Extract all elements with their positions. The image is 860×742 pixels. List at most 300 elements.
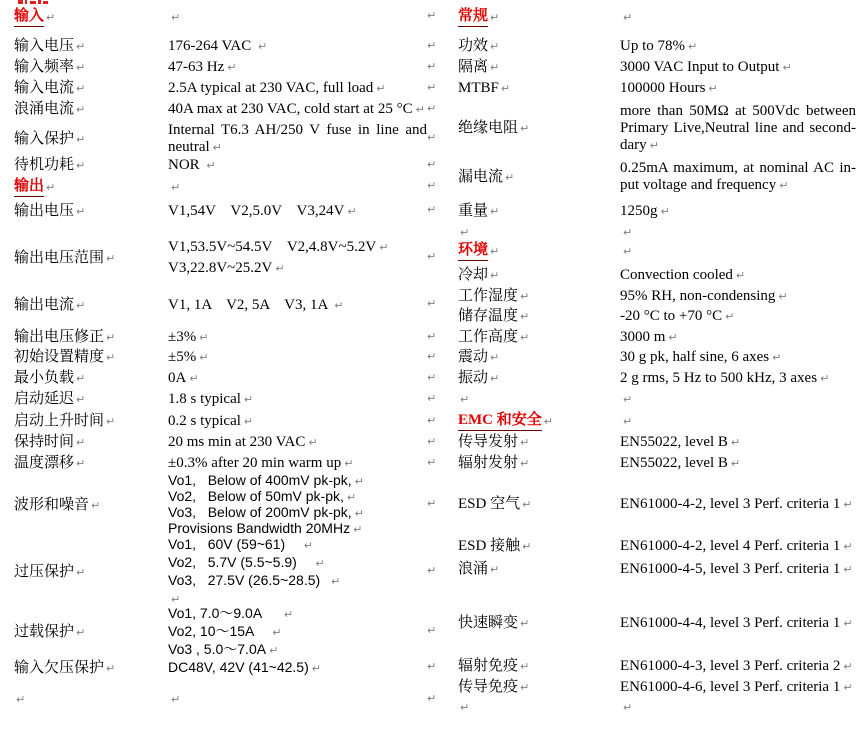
paragraph-mark-icon: ↵ (427, 157, 437, 171)
paragraph-mark-icon: ↵ (257, 40, 268, 53)
row-value-cell (168, 5, 427, 29)
paragraph-mark-icon: ↵ (427, 59, 437, 73)
paragraph-mark-icon: ↵ (623, 414, 633, 428)
paragraph-mark-icon: ↵ (189, 372, 199, 385)
row-label-cell (14, 327, 168, 348)
spec-value: V1,53.5V~54.5V V2,4.8V~5.2V (168, 239, 377, 255)
row-value-cell (168, 606, 427, 658)
paragraph-mark-icon: ↵ (843, 660, 853, 673)
row-label-cell (458, 265, 620, 286)
spec-label: 工作高度 (458, 329, 519, 345)
paragraph-mark-icon: ↵ (427, 38, 437, 52)
paragraph-mark-icon: ↵ (490, 10, 500, 24)
spec-label: 温度漂移 (14, 455, 75, 471)
spec-row (458, 677, 856, 698)
row-label-cell (458, 559, 620, 580)
row-value-cell (620, 656, 856, 677)
paragraph-mark-icon: ↵ (460, 393, 470, 406)
spec-label: 传导免疫 (458, 679, 519, 695)
paragraph-mark-icon: ↵ (303, 539, 313, 552)
row-value-cell (620, 453, 856, 474)
row-label-cell (458, 536, 620, 557)
spec-row (458, 656, 856, 677)
row-value-cell (168, 389, 427, 410)
row-value-cell (620, 432, 856, 453)
row-value-cell (620, 101, 856, 156)
spec-value: V1, 1A V2, 5A V3, 1A (168, 296, 332, 313)
spec-label: 重量 (458, 202, 489, 219)
spec-row (458, 613, 856, 634)
paragraph-mark-icon: ↵ (427, 370, 437, 384)
paragraph-mark-icon: ↵ (520, 331, 530, 344)
paragraph-mark-icon: ↵ (243, 415, 254, 428)
spec-label: 待机功耗 (14, 157, 75, 173)
paragraph-mark-icon: ↵ (76, 132, 86, 146)
paragraph-mark-icon: ↵ (354, 507, 364, 520)
paragraph-mark-icon: ↵ (427, 80, 437, 94)
spec-label: 波形和噪音 (14, 496, 90, 513)
paragraph-mark-icon: ↵ (520, 310, 530, 323)
spec-label: 启动上升时间 (14, 413, 105, 429)
section-heading: 常规 (458, 7, 488, 27)
row-value-cell (620, 158, 856, 196)
spec-value: DC48V, 42V (41~42.5) (168, 659, 309, 675)
paragraph-mark-icon: ↵ (460, 226, 470, 239)
paragraph-mark-icon: ↵ (106, 251, 116, 265)
row-value-cell (620, 57, 856, 78)
paragraph-mark-icon: ↵ (843, 498, 853, 511)
row-value-cell (168, 120, 427, 158)
spec-label: 振动 (458, 370, 489, 386)
spec-value: 47-63 Hz (168, 59, 225, 75)
spec-label: 输入频率 (14, 59, 75, 75)
spec-row (458, 78, 856, 99)
spec-value: EN61000-4-2, level 3 Perf. criteria 1 (620, 496, 841, 512)
paragraph-mark-icon: ↵ (415, 103, 425, 116)
row-value-cell (620, 536, 856, 557)
spec-row (14, 347, 427, 368)
spec-value: 0.25mA maximum, at nominal AC in- (620, 160, 856, 176)
spec-label: 输入欠压保护 (14, 659, 105, 676)
paragraph-mark-icon: ↵ (505, 170, 515, 184)
paragraph-mark-icon: ↵ (206, 159, 216, 172)
paragraph-mark-icon: ↵ (730, 457, 741, 470)
row-label-cell (458, 306, 620, 327)
paragraph-mark-icon: ↵ (171, 180, 181, 194)
row-value-cell (620, 265, 856, 286)
spec-value: dary (620, 137, 647, 153)
row-label-cell (14, 5, 168, 29)
spec-label: 快速瞬变 (458, 615, 519, 631)
paragraph-mark-icon: ↵ (272, 626, 282, 639)
spec-row (458, 101, 856, 156)
row-label-cell (14, 389, 168, 410)
paragraph-mark-icon: ↵ (76, 103, 86, 116)
spec-value: ±5% (168, 349, 197, 365)
paragraph-mark-icon: ↵ (427, 434, 437, 448)
spec-label: 工作湿度 (458, 288, 519, 304)
spec-value: EN61000-4-5, level 3 Perf. criteria 1 (620, 561, 841, 577)
paragraph-mark-icon: ↵ (315, 557, 325, 570)
paragraph-mark-icon: ↵ (76, 40, 86, 53)
spec-label: 浪涌电流 (14, 101, 75, 117)
section-heading: EMC 和安全 (458, 411, 542, 431)
spec-label: 震动 (458, 349, 489, 365)
spec-value: Vo2, 10～15A (168, 623, 270, 639)
section-heading-row (14, 5, 427, 29)
row-label-cell (458, 613, 620, 634)
paragraph-mark-icon: ↵ (520, 617, 530, 630)
spec-value: V3,22.8V~25.2V (168, 260, 273, 276)
spec-value: 1250g (620, 202, 658, 219)
spec-row (14, 389, 427, 410)
paragraph-mark-icon: ↵ (275, 262, 285, 275)
paragraph-mark-icon: ↵ (76, 393, 86, 406)
spec-row (458, 453, 856, 474)
row-label-cell (14, 657, 168, 679)
spec-value: Vo3 , 5.0～7.0A (168, 641, 267, 657)
paragraph-mark-icon: ↵ (76, 457, 86, 470)
paragraph-mark-icon: ↵ (427, 297, 437, 310)
spec-label: 输入电压 (14, 38, 75, 54)
spec-value: Up to 78% (620, 38, 685, 54)
paragraph-mark-icon: ↵ (46, 10, 56, 24)
paragraph-mark-icon: ↵ (212, 141, 222, 154)
row-label-cell (458, 656, 620, 677)
row-label-cell (14, 689, 168, 710)
spec-label: 保持时间 (14, 434, 75, 450)
row-value-cell (620, 239, 856, 263)
spec-label: 辐射免疫 (458, 658, 519, 674)
row-value-cell (168, 327, 427, 348)
paragraph-mark-icon: ↵ (76, 61, 86, 74)
spec-value: -20 °C to +70 °C (620, 308, 723, 324)
row-value-cell (168, 155, 427, 176)
row-value-cell (620, 78, 856, 99)
spec-label: 传导发射 (458, 434, 519, 450)
spec-value: 1.8 s typical (168, 391, 241, 407)
spec-label: 过载保护 (14, 623, 75, 640)
spec-label: 输出电压范围 (14, 249, 105, 266)
paragraph-mark-icon: ↵ (346, 491, 357, 504)
spec-value: 30 g pk, half sine, 6 axes (620, 349, 770, 365)
row-label-cell (458, 239, 620, 263)
paragraph-mark-icon: ↵ (227, 61, 237, 74)
spec-value: Vo3, Below of 200mV pk-pk, (168, 504, 352, 520)
row-label-cell (14, 606, 168, 658)
spec-row (14, 368, 427, 389)
paragraph-mark-icon: ↵ (427, 497, 437, 510)
spec-value: Vo2, 5.7V (5.5~5.9) (168, 554, 313, 570)
paragraph-mark-icon: ↵ (688, 40, 698, 53)
paragraph-mark-icon: ↵ (91, 498, 101, 512)
paragraph-mark-icon: ↵ (376, 82, 386, 95)
row-value-cell (620, 286, 856, 307)
paragraph-mark-icon: ↵ (520, 290, 530, 303)
spec-row (458, 306, 856, 327)
spec-value: put voltage and frequency (620, 177, 777, 193)
row-label-cell (458, 453, 620, 474)
blank-row (458, 697, 856, 718)
row-label-cell (458, 57, 620, 78)
spec-label: 浪涌 (458, 561, 489, 577)
row-label-cell (14, 120, 168, 158)
paragraph-mark-icon: ↵ (353, 523, 363, 536)
row-label-cell (458, 286, 620, 307)
paragraph-mark-icon: ↵ (76, 565, 86, 579)
spec-value: 0A (168, 370, 187, 386)
spec-label: 漏电流 (458, 168, 504, 185)
spec-value: 2 g rms, 5 Hz to 500 kHz, 3 axes (620, 370, 818, 386)
paragraph-mark-icon: ↵ (490, 372, 500, 385)
row-label-cell (458, 36, 620, 57)
row-label-cell (14, 368, 168, 389)
paragraph-mark-icon: ↵ (76, 82, 86, 95)
paragraph-mark-icon: ↵ (308, 436, 318, 449)
paragraph-mark-icon: ↵ (490, 244, 500, 258)
paragraph-mark-icon: ↵ (427, 455, 437, 469)
spec-row (458, 368, 856, 389)
spec-label: 储存温度 (458, 308, 519, 324)
paragraph-mark-icon: ↵ (427, 101, 437, 115)
spec-row (458, 347, 856, 368)
spec-value: 3000 VAC Input to Output (620, 59, 780, 75)
paragraph-mark-icon: ↵ (520, 436, 530, 449)
spec-value: ±3% (168, 329, 197, 345)
paragraph-mark-icon: ↵ (199, 331, 209, 344)
paragraph-mark-icon: ↵ (427, 413, 437, 427)
spec-value: 176-264 VAC (168, 38, 255, 54)
spec-value: Primary Live,Neutral line and second- (620, 120, 856, 136)
paragraph-mark-icon: ↵ (427, 564, 437, 577)
spec-value: Convection cooled (620, 267, 733, 283)
paragraph-mark-icon: ↵ (460, 701, 470, 714)
row-value-cell (620, 409, 856, 433)
spec-label: 绝缘电阻 (458, 120, 519, 136)
spec-value: 3000 m (620, 329, 666, 345)
row-value-cell (620, 677, 856, 698)
paragraph-mark-icon: ↵ (283, 608, 294, 621)
spec-row (14, 36, 427, 57)
spec-value: neutral (168, 139, 210, 155)
paragraph-mark-icon: ↵ (772, 351, 782, 364)
spec-value: V1,54V V2,5.0V V3,24V (168, 202, 345, 219)
spec-row (14, 327, 427, 348)
paragraph-mark-icon: ↵ (427, 329, 437, 343)
spec-row (458, 536, 856, 557)
spec-value: NOR (168, 157, 204, 173)
row-label-cell (458, 697, 620, 718)
spec-row (14, 411, 427, 432)
row-label-cell (14, 432, 168, 453)
spec-label: 隔离 (458, 59, 489, 75)
row-value-cell (168, 453, 427, 474)
paragraph-mark-icon: ↵ (623, 244, 633, 258)
paragraph-mark-icon: ↵ (46, 180, 56, 194)
paragraph-mark-icon: ↵ (76, 204, 86, 218)
spec-value: EN61000-4-4, level 3 Perf. criteria 1 (620, 615, 841, 631)
paragraph-mark-icon: ↵ (76, 625, 86, 639)
paragraph-mark-icon: ↵ (427, 9, 437, 22)
spec-value: EN61000-4-3, level 3 Perf. criteria 2 (620, 658, 841, 674)
paragraph-mark-icon: ↵ (427, 250, 437, 263)
row-value-cell (620, 36, 856, 57)
row-label-cell (458, 389, 620, 410)
paragraph-mark-icon: ↵ (522, 498, 532, 511)
spec-value: 20 ms min at 230 VAC (168, 434, 306, 450)
row-label-cell (458, 101, 620, 156)
paragraph-mark-icon: ↵ (843, 617, 853, 630)
spec-row (14, 453, 427, 474)
row-label-cell (14, 453, 168, 474)
spec-row (458, 327, 856, 348)
spec-label: ESD 接触 (458, 538, 521, 554)
row-value-cell (620, 494, 856, 515)
row-label-cell (458, 158, 620, 196)
paragraph-mark-icon: ↵ (490, 61, 500, 74)
paragraph-mark-icon: ↵ (779, 179, 789, 192)
row-label-cell (14, 36, 168, 57)
row-label-cell (458, 78, 620, 99)
paragraph-mark-icon: ↵ (490, 563, 500, 576)
row-value-cell (168, 175, 427, 199)
row-value-cell (168, 347, 427, 368)
paragraph-mark-icon: ↵ (76, 436, 86, 449)
paragraph-mark-icon: ↵ (520, 457, 530, 470)
spec-label: MTBF (458, 80, 499, 96)
row-value-cell (168, 368, 427, 389)
row-value-cell (620, 347, 856, 368)
spec-value: Vo1, 60V (59~61) (168, 536, 301, 552)
spec-label: 输出电压修正 (14, 329, 105, 345)
paragraph-mark-icon: ↵ (500, 82, 511, 95)
paragraph-mark-icon: ↵ (660, 204, 670, 218)
spec-value: Vo1, 7.0～9.0A (168, 605, 281, 621)
spec-row (14, 294, 427, 316)
paragraph-mark-icon: ↵ (490, 40, 500, 53)
spec-value: Vo2, Below of 50mV pk-pk, (168, 488, 344, 504)
section-heading: 环境 (458, 241, 488, 261)
spec-label: 启动延迟 (14, 391, 75, 407)
paragraph-mark-icon: ↵ (427, 349, 437, 363)
spec-label: 输出电压 (14, 202, 75, 219)
paragraph-mark-icon: ↵ (76, 159, 86, 172)
paragraph-mark-icon: ↵ (490, 204, 500, 218)
paragraph-mark-icon: ↵ (106, 331, 116, 344)
spec-row (14, 120, 427, 158)
paragraph-mark-icon: ↵ (427, 179, 437, 192)
row-label-cell (458, 409, 620, 433)
paragraph-mark-icon: ↵ (668, 331, 678, 344)
blank-row (458, 389, 856, 410)
row-label-cell (14, 78, 168, 99)
spec-value: Vo3, 27.5V (26.5~28.5) (168, 572, 328, 588)
row-value-cell (620, 697, 856, 718)
spec-value: 95% RH, non-condensing (620, 288, 776, 304)
row-value-cell (620, 327, 856, 348)
paragraph-mark-icon: ↵ (427, 391, 437, 405)
spec-label: 初始设置精度 (14, 349, 105, 365)
spec-row (458, 432, 856, 453)
paragraph-mark-icon: ↵ (16, 693, 26, 706)
paragraph-mark-icon: ↵ (543, 414, 553, 428)
section-heading: 输出 (14, 177, 44, 197)
spec-row (14, 538, 427, 606)
paragraph-mark-icon: ↵ (735, 269, 746, 282)
paragraph-mark-icon: ↵ (269, 644, 279, 657)
row-value-cell (168, 57, 427, 78)
paragraph-mark-icon: ↵ (344, 457, 354, 470)
paragraph-mark-icon: ↵ (623, 226, 633, 239)
spec-label: 辐射发射 (458, 455, 519, 471)
row-value-cell (168, 36, 427, 57)
row-label-cell (458, 5, 620, 29)
paragraph-mark-icon: ↵ (243, 393, 254, 406)
spec-row (14, 473, 427, 537)
paragraph-mark-icon: ↵ (311, 662, 321, 675)
paragraph-mark-icon: ↵ (520, 660, 530, 673)
row-label-cell (14, 236, 168, 280)
row-value-cell (168, 236, 427, 280)
spec-value: ±0.3% after 20 min warm up (168, 455, 342, 471)
row-value-cell (168, 657, 427, 679)
paragraph-mark-icon: ↵ (106, 415, 116, 428)
spec-row (14, 432, 427, 453)
spec-row (14, 606, 427, 658)
paragraph-mark-icon: ↵ (171, 593, 181, 606)
row-label-cell (458, 368, 620, 389)
paragraph-mark-icon: ↵ (106, 661, 116, 675)
row-label-cell (458, 347, 620, 368)
paragraph-mark-icon: ↵ (778, 290, 788, 303)
row-label-cell (14, 473, 168, 537)
paragraph-mark-icon: ↵ (106, 351, 116, 364)
row-label-cell (458, 494, 620, 515)
row-value-cell (168, 99, 427, 120)
row-value-cell (620, 200, 856, 222)
paragraph-mark-icon: ↵ (820, 372, 830, 385)
row-value-cell (620, 559, 856, 580)
row-label-cell (14, 347, 168, 368)
row-label-cell (14, 411, 168, 432)
paragraph-mark-icon: ↵ (330, 575, 341, 588)
row-value-cell (168, 473, 427, 537)
spec-value: 2.5A typical at 230 VAC, full load (168, 80, 374, 96)
spec-label: 输出电流 (14, 296, 75, 313)
spec-row (14, 200, 427, 222)
spec-row (458, 158, 856, 196)
paragraph-mark-icon: ↵ (708, 82, 718, 95)
spec-row (14, 155, 427, 176)
paragraph-mark-icon: ↵ (522, 540, 532, 553)
paragraph-mark-icon: ↵ (843, 540, 853, 553)
spec-value: 0.2 s typical (168, 413, 241, 429)
spec-value: EN61000-4-2, level 4 Perf. criteria 1 (620, 538, 841, 554)
row-value-cell (168, 689, 427, 710)
section-heading-row (458, 5, 856, 29)
spec-label: 冷却 (458, 267, 489, 283)
row-label-cell (14, 57, 168, 78)
spec-row (458, 36, 856, 57)
row-value-cell (168, 294, 427, 316)
section-heading: 输入 (14, 7, 44, 27)
spec-row (458, 200, 856, 222)
row-value-cell (168, 411, 427, 432)
spec-value: more than 50MΩ at 500Vdc between (620, 103, 856, 119)
spec-label: 过压保护 (14, 563, 75, 580)
paragraph-mark-icon: ↵ (199, 351, 209, 364)
paragraph-mark-icon: ↵ (520, 122, 530, 135)
